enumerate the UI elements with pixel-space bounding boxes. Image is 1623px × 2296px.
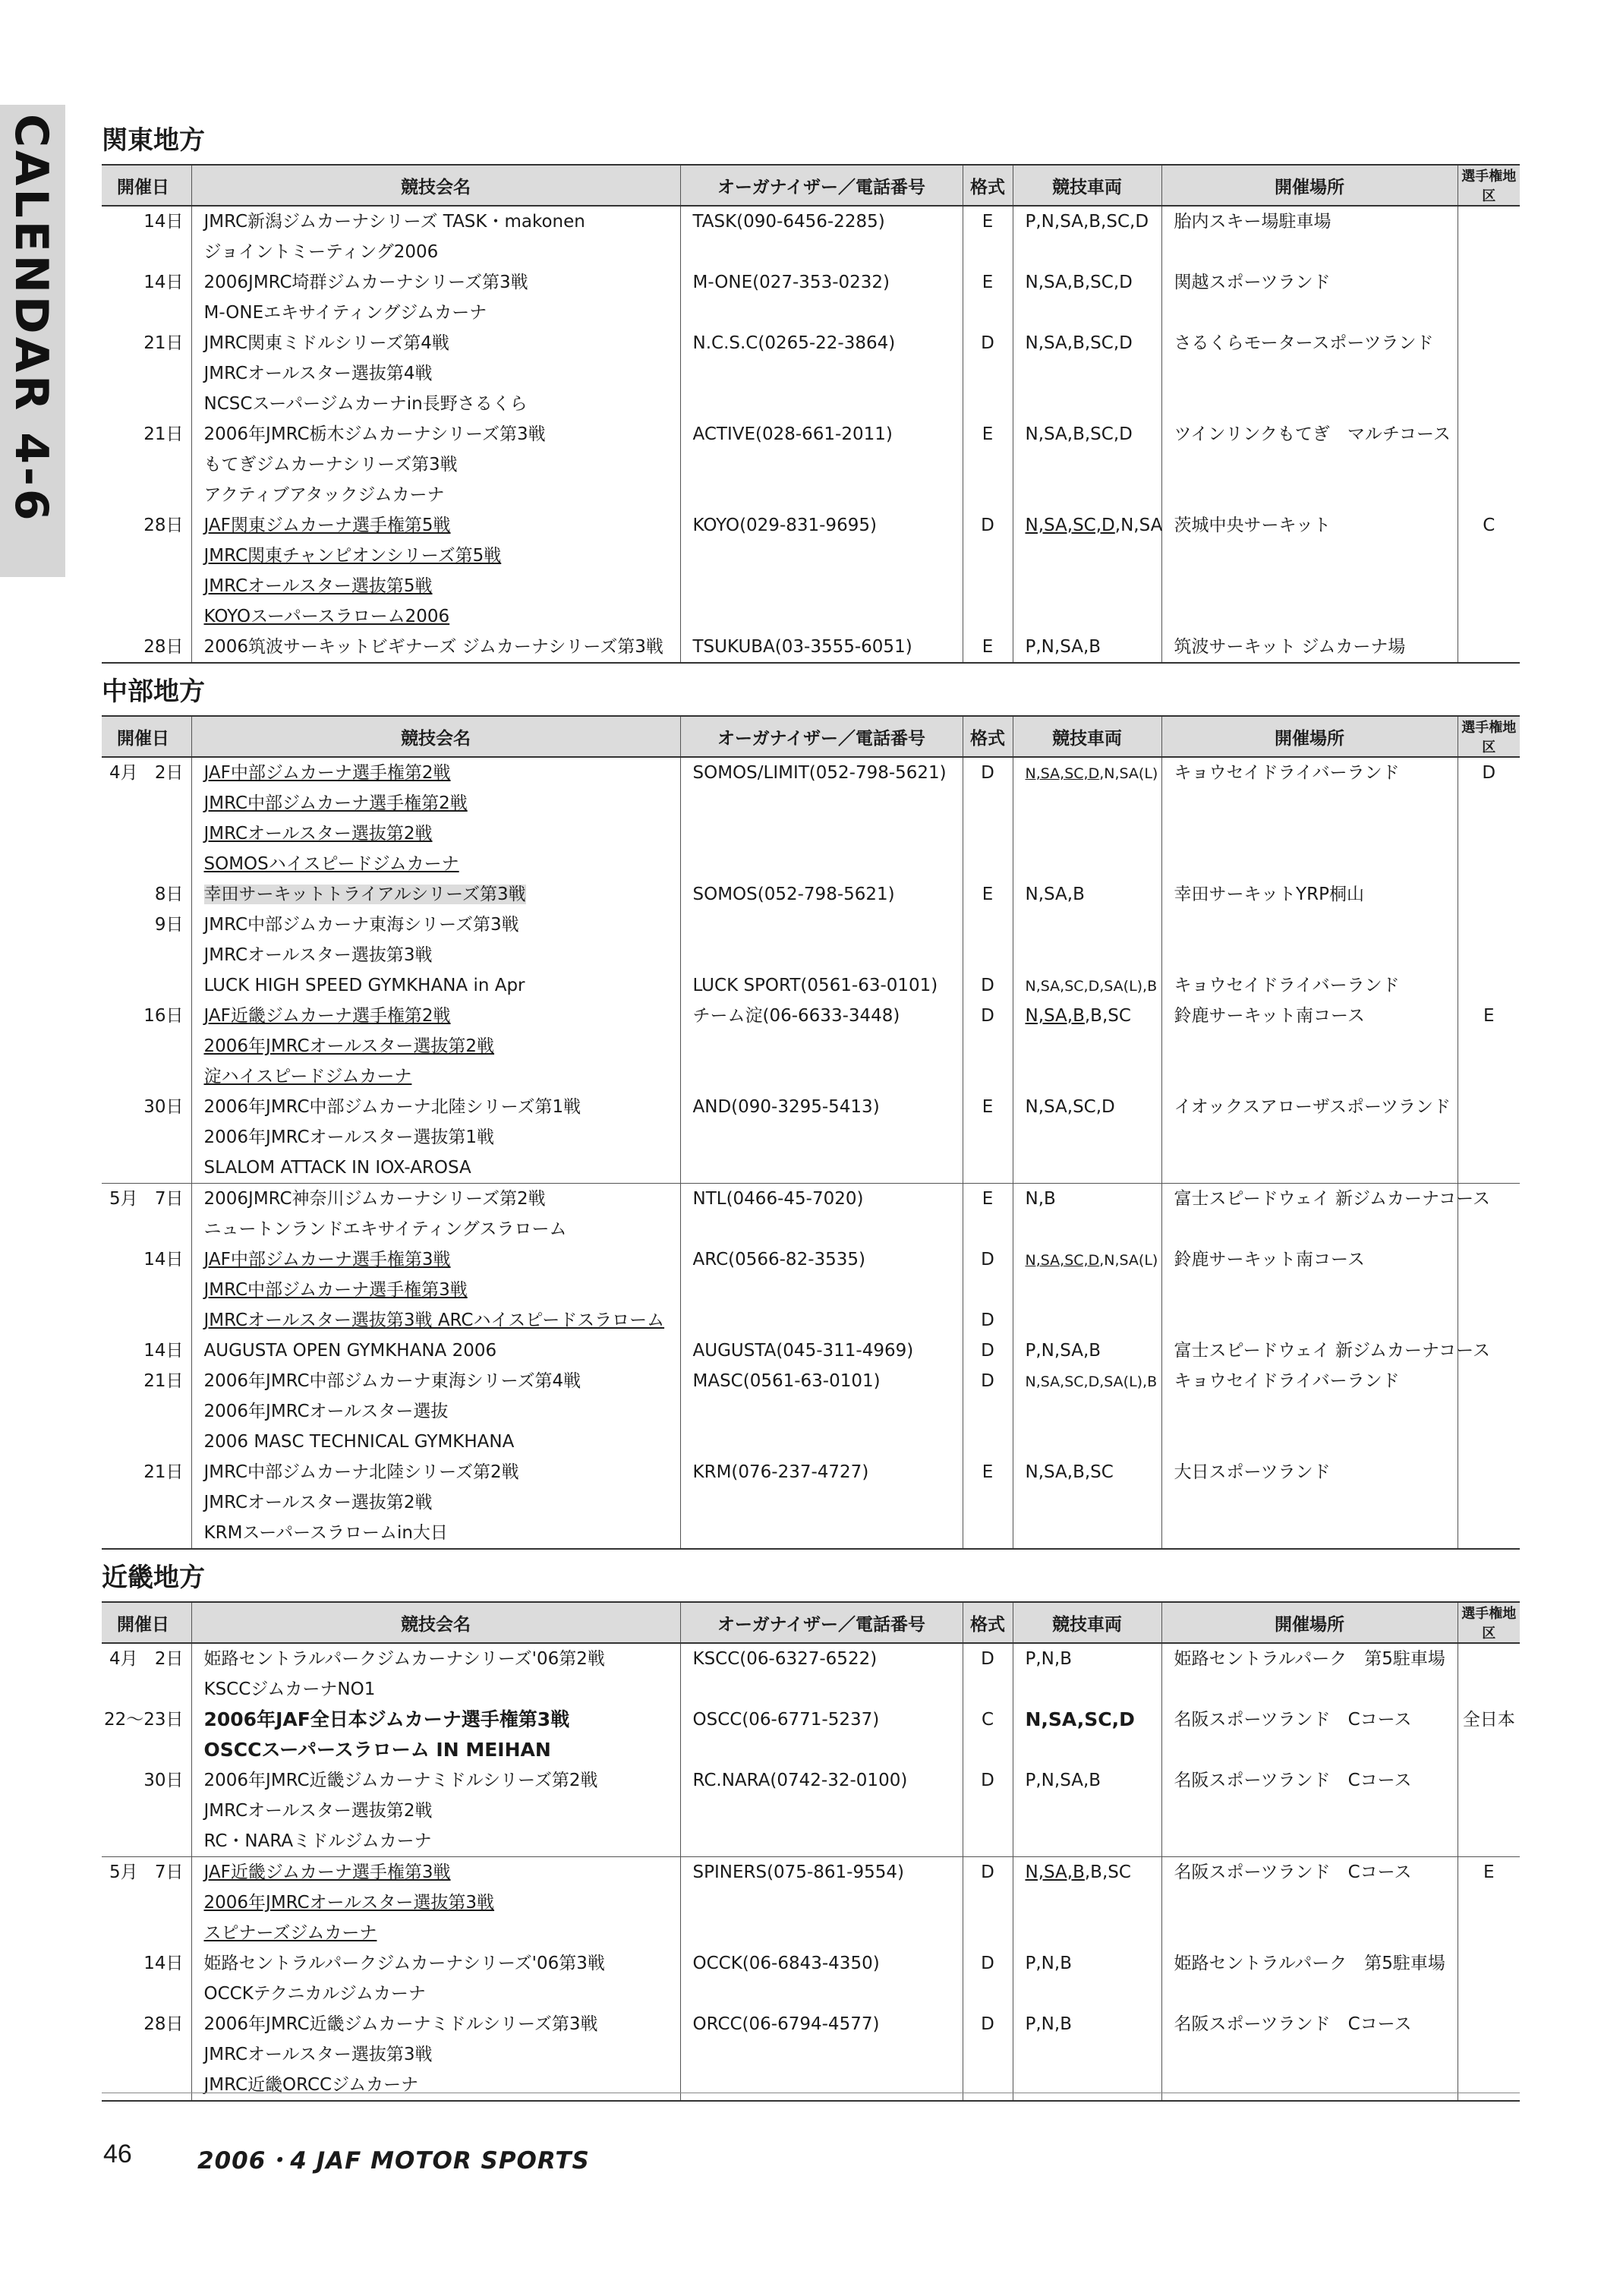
event-organizer: AND(090-3295-5413) bbox=[680, 1092, 963, 1184]
underlined-vehicle-classes: N,SA,B bbox=[1025, 1006, 1085, 1026]
event-date bbox=[102, 1765, 191, 1857]
month-group bbox=[102, 1184, 1520, 1550]
event-date bbox=[102, 1092, 191, 1184]
event-organizer: LUCK SPORT(0561-63-0101) bbox=[680, 910, 963, 1001]
vehicle-classes bbox=[1026, 1252, 1158, 1269]
event-venue: 幸田サーキットYRP桐山 bbox=[1161, 879, 1458, 910]
event-day: 2日 bbox=[154, 1649, 184, 1669]
event-name: 2006JMRC埼群ジムカーナシリーズ第3戦 M-ONEエキサイティングジムカーナ bbox=[191, 267, 680, 328]
event-date bbox=[102, 1643, 191, 1705]
event-name: 姫路セントラルパークジムカーナシリーズ'06第2戦 KSCCジムカーナNO1 bbox=[191, 1643, 680, 1705]
event-vehicles: N,SA,B bbox=[1013, 879, 1161, 910]
event-row bbox=[102, 1366, 1520, 1457]
vehicle-classes bbox=[1026, 516, 1163, 535]
event-organizer: RC.NARA(0742-32-0100) bbox=[680, 1765, 963, 1857]
event-championship-region bbox=[1458, 328, 1520, 419]
event-date bbox=[102, 910, 191, 1001]
header-date: 開催日 bbox=[102, 1602, 191, 1643]
event-name: JMRC関東ミドルシリーズ第4戦 JMRCオールスター選抜第4戦 NCSCスーパージムカーナin長野さるくら bbox=[191, 328, 680, 419]
event-date bbox=[102, 1336, 191, 1366]
event-row bbox=[102, 1705, 1520, 1765]
event-vehicles: N,SA,B,SC bbox=[1013, 1457, 1161, 1549]
event-championship-region bbox=[1458, 2009, 1520, 2101]
event-venue: 胎内スキー場駐車場 bbox=[1161, 206, 1458, 267]
event-championship-region: E bbox=[1458, 1001, 1520, 1092]
header-grade: 格式 bbox=[963, 1602, 1013, 1643]
event-organizer: KOYO(029-831-9695) bbox=[680, 510, 963, 632]
table-header-row bbox=[102, 165, 1520, 206]
event-organizer: KRM(076-237-4727) bbox=[680, 1457, 963, 1549]
event-name: JAF近畿ジムカーナ選手権第2戦 2006年JMRCオールスター選抜第2戦 淀ハイスピードジムカーナ bbox=[191, 1001, 680, 1092]
event-vehicles: N,SA,B,SC,D bbox=[1013, 328, 1161, 419]
event-vehicles: N,SA,SC,D,SA(L),B bbox=[1013, 1366, 1161, 1457]
event-championship-region bbox=[1458, 1457, 1520, 1549]
event-row bbox=[102, 1244, 1520, 1336]
event-venue: 姫路セントラルパーク 第5駐車場 bbox=[1161, 1948, 1458, 2009]
calendar-side-tab-label: CALENDAR 4-6 bbox=[5, 114, 58, 524]
event-day: 30日 bbox=[143, 1097, 184, 1117]
event-vehicles bbox=[1013, 1244, 1161, 1336]
event-day: 22～23日 bbox=[103, 1710, 184, 1730]
event-venue: 名阪スポーツランド Cコース bbox=[1161, 2009, 1458, 2101]
event-venue: 鈴鹿サーキット南コース bbox=[1161, 1001, 1458, 1092]
event-row bbox=[102, 1765, 1520, 1857]
header-champ: 選手権地区 bbox=[1458, 165, 1520, 206]
event-championship-region bbox=[1458, 1366, 1520, 1457]
event-vehicles bbox=[1013, 1001, 1161, 1092]
event-organizer: OSCC(06-6771-5237) bbox=[680, 1705, 963, 1765]
underlined-vehicle-classes: N,SA,B bbox=[1025, 1862, 1085, 1882]
vehicle-classes-rest: ,B,SC bbox=[1084, 1862, 1131, 1882]
event-date bbox=[102, 879, 191, 910]
event-organizer: ACTIVE(028-661-2011) bbox=[680, 419, 963, 510]
event-date bbox=[102, 267, 191, 328]
calendar-content bbox=[102, 112, 1520, 2102]
vehicle-classes bbox=[1026, 1006, 1131, 1026]
event-date bbox=[102, 328, 191, 419]
event-championship-region: 全日本 bbox=[1458, 1705, 1520, 1765]
event-championship-region bbox=[1458, 206, 1520, 267]
event-date bbox=[102, 1184, 191, 1245]
event-name: JMRC中部ジムカーナ東海シリーズ第3戦 JMRCオールスター選抜第3戦 LUCK HIGH SPEED GYMKHANA in Apr bbox=[191, 910, 680, 1001]
event-row bbox=[102, 2009, 1520, 2101]
event-row bbox=[102, 267, 1520, 328]
header-event: 競技会名 bbox=[191, 165, 680, 206]
event-day: 14日 bbox=[143, 1341, 184, 1361]
event-date bbox=[102, 1366, 191, 1457]
header-event: 競技会名 bbox=[191, 1602, 680, 1643]
event-row bbox=[102, 1948, 1520, 2009]
event-grade: E bbox=[963, 1092, 1013, 1184]
event-championship-region bbox=[1458, 419, 1520, 510]
event-organizer: MASC(0561-63-0101) bbox=[680, 1366, 963, 1457]
event-vehicles bbox=[1013, 510, 1161, 632]
vehicle-classes-rest: ,N,SA(L) bbox=[1099, 765, 1158, 782]
month-group bbox=[102, 206, 1520, 663]
event-organizer: M-ONE(027-353-0232) bbox=[680, 267, 963, 328]
event-name: AUGUSTA OPEN GYMKHANA 2006 bbox=[191, 1336, 680, 1366]
event-venue: 茨城中央サーキット bbox=[1161, 510, 1458, 632]
event-championship-region bbox=[1458, 1765, 1520, 1857]
event-name: 2006年JMRC栃木ジムカーナシリーズ第3戦 もてぎジムカーナシリーズ第3戦 アクティブアタックジムカーナ bbox=[191, 419, 680, 510]
event-venue: 関越スポーツランド bbox=[1161, 267, 1458, 328]
region-title: 関東地方 bbox=[102, 125, 205, 156]
event-vehicles: N,SA,B,SC,D bbox=[1013, 267, 1161, 328]
event-organizer: ORCC(06-6794-4577) bbox=[680, 2009, 963, 2101]
event-vehicles bbox=[1013, 757, 1161, 879]
event-vehicles: P,N,SA,B bbox=[1013, 1765, 1161, 1857]
event-organizer: SOMOS/LIMIT(052-798-5621) bbox=[680, 757, 963, 879]
event-venue: イオックスアローザスポーツランド bbox=[1161, 1092, 1458, 1184]
event-grade: D bbox=[963, 910, 1013, 1001]
event-grade: D bbox=[963, 1366, 1013, 1457]
event-organizer: ARC(0566-82-3535) bbox=[680, 1244, 963, 1336]
event-championship-region: D bbox=[1458, 757, 1520, 879]
event-grade: D bbox=[963, 1001, 1013, 1092]
underlined-vehicle-classes: N,SA,SC,D bbox=[1025, 516, 1115, 535]
table-header-row bbox=[102, 716, 1520, 757]
event-vehicles: N,SA,SC,D bbox=[1013, 1705, 1161, 1765]
event-venue: 名阪スポーツランド Cコース bbox=[1161, 1857, 1458, 1949]
event-row bbox=[102, 879, 1520, 910]
event-date bbox=[102, 757, 191, 879]
event-venue: 富士スピードウェイ 新ジムカーナコース bbox=[1161, 1184, 1458, 1245]
calendar-table bbox=[102, 1601, 1520, 2102]
event-day: 7日 bbox=[154, 1862, 184, 1882]
event-venue: キョウセイドライバーランド bbox=[1161, 757, 1458, 879]
calendar-table bbox=[102, 715, 1520, 1550]
event-vehicles: P,N,B bbox=[1013, 1948, 1161, 2009]
event-vehicles: P,N,SA,B bbox=[1013, 1336, 1161, 1366]
event-venue: 筑波サーキット ジムカーナ場 bbox=[1161, 632, 1458, 663]
event-row bbox=[102, 328, 1520, 419]
event-day: 28日 bbox=[143, 637, 184, 657]
event-day: 16日 bbox=[143, 1006, 184, 1026]
event-venue: 富士スピードウェイ 新ジムカーナコース bbox=[1161, 1336, 1458, 1366]
header-vehicles: 競技車両 bbox=[1013, 165, 1161, 206]
event-championship-region bbox=[1458, 910, 1520, 1001]
month-group bbox=[102, 757, 1520, 1184]
header-date: 開催日 bbox=[102, 716, 191, 757]
event-date bbox=[102, 510, 191, 632]
event-grade: C bbox=[963, 1705, 1013, 1765]
event-date bbox=[102, 2009, 191, 2101]
event-vehicles: N,SA,B,SC,D bbox=[1013, 419, 1161, 510]
month-group bbox=[102, 1857, 1520, 2102]
event-organizer: TSUKUBA(03-3555-6051) bbox=[680, 632, 963, 663]
event-date bbox=[102, 419, 191, 510]
event-championship-region bbox=[1458, 1244, 1520, 1336]
event-championship-region bbox=[1458, 1948, 1520, 2009]
event-organizer: SOMOS(052-798-5621) bbox=[680, 879, 963, 910]
event-name: 2006年JMRC中部ジムカーナ北陸シリーズ第1戦 2006年JMRCオールスター選抜第1戦 SLALOM ATTACK IN IOX-AROSA bbox=[191, 1092, 680, 1184]
event-grade: D bbox=[963, 1765, 1013, 1857]
event-name: 2006年JMRC近畿ジムカーナミドルシリーズ第2戦 JMRCオールスター選抜第2戦 RC・NARAミドルジムカーナ bbox=[191, 1765, 680, 1857]
event-venue: 姫路セントラルパーク 第5駐車場 bbox=[1161, 1643, 1458, 1705]
event-row bbox=[102, 1857, 1520, 1949]
region-title: 中部地方 bbox=[102, 676, 205, 707]
event-date bbox=[102, 632, 191, 663]
event-row bbox=[102, 1643, 1520, 1705]
vehicle-classes-rest: ,B,SC bbox=[1084, 1006, 1131, 1026]
event-grade: E bbox=[963, 632, 1013, 663]
event-row bbox=[102, 1184, 1520, 1245]
event-name: 姫路セントラルパークジムカーナシリーズ'06第3戦 OCCKテクニカルジムカーナ bbox=[191, 1948, 680, 2009]
event-name: JAF近畿ジムカーナ選手権第3戦 2006年JMRCオールスター選抜第3戦 スピナーズジムカーナ bbox=[191, 1857, 680, 1949]
event-month: 5月 bbox=[109, 1862, 138, 1882]
event-grade: D bbox=[963, 1948, 1013, 2009]
event-name: 2006年JMRC近畿ジムカーナミドルシリーズ第3戦 JMRCオールスター選抜第3戦 JMRC近畿ORCCジムカーナ bbox=[191, 2009, 680, 2101]
event-vehicles: N,SA,SC,D bbox=[1013, 1092, 1161, 1184]
event-day: 21日 bbox=[143, 333, 184, 353]
event-name: 2006JMRC神奈川ジムカーナシリーズ第2戦 ニュートンランドエキサイティングスラローム bbox=[191, 1184, 680, 1245]
event-month: 4月 bbox=[109, 763, 138, 783]
event-month: 5月 bbox=[109, 1189, 138, 1209]
underlined-vehicle-classes: N,SA,SC,D bbox=[1025, 1252, 1100, 1269]
event-vehicles: N,B bbox=[1013, 1184, 1161, 1245]
event-organizer: TASK(090-6456-2285) bbox=[680, 206, 963, 267]
event-grade: E bbox=[963, 419, 1013, 510]
event-day: 14日 bbox=[143, 273, 184, 292]
header-date: 開催日 bbox=[102, 165, 191, 206]
event-day: 28日 bbox=[143, 2014, 184, 2034]
event-championship-region bbox=[1458, 879, 1520, 910]
event-vehicles: P,N,SA,B bbox=[1013, 632, 1161, 663]
event-grade: E bbox=[963, 1184, 1013, 1245]
event-organizer: チーム淀(06-6633-3448) bbox=[680, 1001, 963, 1092]
vehicle-classes bbox=[1026, 765, 1158, 782]
header-organizer: オーガナイザー／電話番号 bbox=[680, 1602, 963, 1643]
region-title: 近畿地方 bbox=[102, 1563, 205, 1593]
event-name: 2006筑波サーキットビギナーズ ジムカーナシリーズ第3戦 bbox=[191, 632, 680, 663]
event-organizer: AUGUSTA(045-311-4969) bbox=[680, 1336, 963, 1366]
header-organizer: オーガナイザー／電話番号 bbox=[680, 716, 963, 757]
event-championship-region bbox=[1458, 1643, 1520, 1705]
event-grade: D bbox=[963, 1643, 1013, 1705]
event-date bbox=[102, 1244, 191, 1336]
event-date bbox=[102, 206, 191, 267]
event-date bbox=[102, 1457, 191, 1549]
event-championship-region bbox=[1458, 632, 1520, 663]
event-venue: キョウセイドライバーランド bbox=[1161, 1366, 1458, 1457]
event-grade: D bbox=[963, 2009, 1013, 2101]
event-row bbox=[102, 419, 1520, 510]
event-row bbox=[102, 206, 1520, 267]
event-day: 14日 bbox=[143, 1954, 184, 1973]
event-venue: ツインリンクもてぎ マルチコース bbox=[1161, 419, 1458, 510]
event-name: JMRC中部ジムカーナ北陸シリーズ第2戦 JMRCオールスター選抜第2戦 KRMスーパースラロームin大日 bbox=[191, 1457, 680, 1549]
event-row bbox=[102, 1001, 1520, 1092]
event-row bbox=[102, 757, 1520, 879]
event-month: 4月 bbox=[109, 1649, 138, 1669]
event-day: 9日 bbox=[154, 915, 184, 935]
header-grade: 格式 bbox=[963, 165, 1013, 206]
event-name: JAF中部ジムカーナ選手権第3戦 JMRC中部ジムカーナ選手権第3戦 JMRCオールスター選抜第3戦 ARCハイスピードスラローム bbox=[191, 1244, 680, 1336]
event-grade: D bbox=[963, 510, 1013, 632]
header-vehicles: 競技車両 bbox=[1013, 1602, 1161, 1643]
event-date bbox=[102, 1001, 191, 1092]
event-name: 2006年JAF全日本ジムカーナ選手権第3戦 OSCCスーパースラローム IN MEIHAN bbox=[191, 1705, 680, 1765]
magazine-title: 2006・4 JAF MOTOR SPORTS bbox=[197, 2147, 590, 2175]
event-organizer: OCCK(06-6843-4350) bbox=[680, 1948, 963, 2009]
event-row bbox=[102, 1336, 1520, 1366]
event-venue: 名阪スポーツランド Cコース bbox=[1161, 1765, 1458, 1857]
event-grade: D bbox=[963, 1857, 1013, 1949]
event-day: 21日 bbox=[143, 424, 184, 444]
table-header-row bbox=[102, 1602, 1520, 1643]
header-grade: 格式 bbox=[963, 716, 1013, 757]
header-venue: 開催場所 bbox=[1161, 1602, 1458, 1643]
header-champ: 選手権地区 bbox=[1458, 716, 1520, 757]
header-vehicles: 競技車両 bbox=[1013, 716, 1161, 757]
event-name: 幸田サーキットトライアルシリーズ第3戦 bbox=[191, 879, 680, 910]
event-day: 21日 bbox=[143, 1371, 184, 1391]
event-organizer: KSCC(06-6327-6522) bbox=[680, 1643, 963, 1705]
event-grade: E bbox=[963, 267, 1013, 328]
event-date bbox=[102, 1705, 191, 1765]
event-row bbox=[102, 510, 1520, 632]
event-organizer: SPINERS(075-861-9554) bbox=[680, 1857, 963, 1949]
event-championship-region bbox=[1458, 1092, 1520, 1184]
event-day: 14日 bbox=[143, 212, 184, 232]
event-name: 2006年JMRC中部ジムカーナ東海シリーズ第4戦 2006年JMRCオールスター選抜 2006 MASC TECHNICAL GYMKHANA bbox=[191, 1366, 680, 1457]
event-venue: 鈴鹿サーキット南コース bbox=[1161, 1244, 1458, 1336]
event-row bbox=[102, 1457, 1520, 1549]
event-vehicles: N,SA,SC,D,SA(L),B bbox=[1013, 910, 1161, 1001]
month-group bbox=[102, 1643, 1520, 1857]
header-champ: 選手権地区 bbox=[1458, 1602, 1520, 1643]
event-organizer: N.C.S.C(0265-22-3864) bbox=[680, 328, 963, 419]
event-vehicles: P,N,B bbox=[1013, 1643, 1161, 1705]
header-venue: 開催場所 bbox=[1161, 165, 1458, 206]
vehicle-classes-rest: ,N,SA(L) bbox=[1099, 1252, 1158, 1269]
event-day: 14日 bbox=[143, 1250, 184, 1269]
event-vehicles bbox=[1013, 1857, 1161, 1949]
event-day: 28日 bbox=[143, 516, 184, 535]
underlined-vehicle-classes: N,SA,SC,D bbox=[1025, 765, 1100, 782]
event-grade: D bbox=[963, 1336, 1013, 1366]
event-day: 7日 bbox=[154, 1189, 184, 1209]
event-date bbox=[102, 1857, 191, 1949]
event-championship-region: C bbox=[1458, 510, 1520, 632]
event-organizer: NTL(0466-45-7020) bbox=[680, 1184, 963, 1245]
header-venue: 開催場所 bbox=[1161, 716, 1458, 757]
event-day: 8日 bbox=[154, 885, 184, 904]
vehicle-classes-rest: ,N,SA bbox=[1114, 516, 1163, 535]
event-vehicles: P,N,B bbox=[1013, 2009, 1161, 2101]
event-day: 2日 bbox=[154, 763, 184, 783]
event-grade: E bbox=[963, 1457, 1013, 1549]
event-name: JAF関東ジムカーナ選手権第5戦 JMRC関東チャンピオンシリーズ第5戦 JMRCオールスター選抜第5戦 KOYOスーパースラローム2006 bbox=[191, 510, 680, 632]
event-vehicles: P,N,SA,B,SC,D bbox=[1013, 206, 1161, 267]
event-row bbox=[102, 1092, 1520, 1184]
vehicle-classes bbox=[1026, 1862, 1131, 1882]
event-grade: D bbox=[963, 757, 1013, 879]
event-row bbox=[102, 910, 1520, 1001]
event-grade: E bbox=[963, 879, 1013, 910]
calendar-table bbox=[102, 164, 1520, 664]
event-day: 30日 bbox=[143, 1771, 184, 1790]
event-day: 21日 bbox=[143, 1462, 184, 1482]
event-row bbox=[102, 632, 1520, 663]
event-championship-region: E bbox=[1458, 1857, 1520, 1949]
event-grade: E bbox=[963, 206, 1013, 267]
event-name: JMRC新潟ジムカーナシリーズ TASK・makonen ジョイントミーティング2006 bbox=[191, 206, 680, 267]
event-venue: キョウセイドライバーランド bbox=[1161, 910, 1458, 1001]
event-grade: D bbox=[963, 328, 1013, 419]
header-event: 競技会名 bbox=[191, 716, 680, 757]
event-venue: 大日スポーツランド bbox=[1161, 1457, 1458, 1549]
event-grade: D D bbox=[963, 1244, 1013, 1336]
header-organizer: オーガナイザー／電話番号 bbox=[680, 165, 963, 206]
event-championship-region bbox=[1458, 267, 1520, 328]
event-name: JAF中部ジムカーナ選手権第2戦 JMRC中部ジムカーナ選手権第2戦 JMRCオールスター選抜第2戦 SOMOSハイスピードジムカーナ bbox=[191, 757, 680, 879]
event-venue: 名阪スポーツランド Cコース bbox=[1161, 1705, 1458, 1765]
page-number: 46 bbox=[103, 2140, 132, 2168]
event-venue: さるくらモータースポーツランド bbox=[1161, 328, 1458, 419]
event-date bbox=[102, 1948, 191, 2009]
